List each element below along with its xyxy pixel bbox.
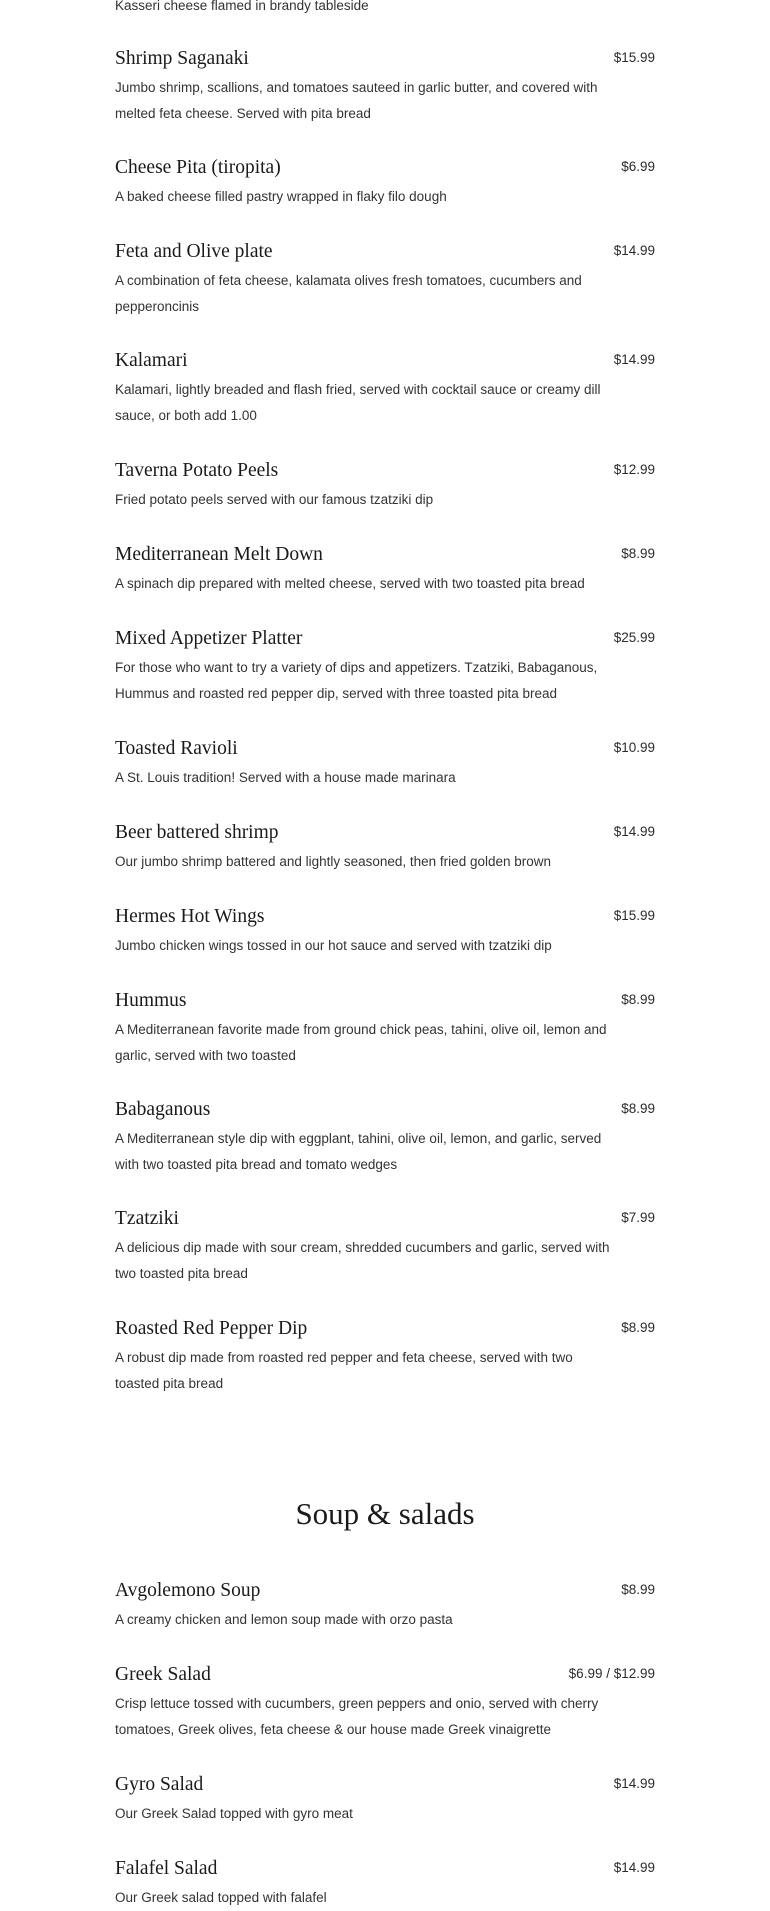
- item-price: $14.99: [613, 352, 655, 367]
- item-name: Tzatziki: [115, 1208, 179, 1229]
- item-description: A St. Louis tradition! Served with a house made marinara: [115, 770, 456, 785]
- item-description: For those who want to try a variety of dips and appetizers. Tzatziki, Babaganous, Hummus and roasted red pepper dip, served with three toasted pita bread: [115, 660, 598, 701]
- item-name: Hummus: [115, 990, 187, 1011]
- item-price: $10.99: [613, 740, 655, 755]
- item-name: Mixed Appetizer Platter: [115, 628, 303, 649]
- item-description: A baked cheese filled pastry wrapped in flaky filo dough: [115, 189, 447, 204]
- item-description: Kasseri cheese flamed in brandy tableside: [115, 0, 369, 13]
- item-name: Mediterranean Melt Down: [115, 544, 323, 565]
- item-price: $6.99 / $12.99: [568, 1666, 655, 1681]
- item-name: Avgolemono Soup: [115, 1580, 261, 1601]
- item-price: $25.99: [613, 630, 655, 645]
- item-description: Our Greek Salad topped with gyro meat: [115, 1806, 353, 1821]
- item-name: Feta and Olive plate: [115, 241, 273, 262]
- item-price: $6.99: [621, 159, 655, 174]
- item-name: Babaganous: [115, 1099, 211, 1120]
- item-description: Fried potato peels served with our famous tzatziki dip: [115, 492, 434, 507]
- item-price: $14.99: [613, 1860, 655, 1875]
- item-price: $12.99: [613, 462, 655, 477]
- item-description: Crisp lettuce tossed with cucumbers, green peppers and onio, served with cherry tomatoes, Greek olives, feta cheese & our house made Greek vinaigrette: [115, 1696, 599, 1737]
- item-description: A creamy chicken and lemon soup made with orzo pasta: [115, 1612, 453, 1627]
- item-name: Falafel Salad: [115, 1858, 218, 1879]
- item-name: Beer battered shrimp: [115, 822, 279, 843]
- item-price: $15.99: [613, 908, 655, 923]
- item-price: $8.99: [621, 1320, 655, 1335]
- section-title: Soup & salads: [295, 1496, 475, 1531]
- item-name: Taverna Potato Peels: [115, 460, 279, 481]
- item-description: Our Greek salad topped with falafel: [115, 1890, 327, 1905]
- item-name: Toasted Ravioli: [115, 738, 238, 759]
- item-price: $8.99: [621, 1101, 655, 1116]
- item-price: $8.99: [621, 546, 655, 561]
- item-price: $8.99: [621, 992, 655, 1007]
- item-description: A spinach dip prepared with melted cheese, served with two toasted pita bread: [115, 576, 585, 591]
- item-name: Gyro Salad: [115, 1774, 204, 1795]
- item-name: Cheese Pita (tiropita): [115, 157, 281, 178]
- item-name: Shrimp Saganaki: [115, 48, 249, 69]
- item-description: A combination of feta cheese, kalamata olives fresh tomatoes, cucumbers and pepperoncinis: [115, 273, 582, 314]
- item-name: Greek Salad: [115, 1664, 211, 1685]
- item-description: Our jumbo shrimp battered and lightly seasoned, then fried golden brown: [115, 854, 552, 869]
- item-price: $14.99: [613, 824, 655, 839]
- item-price: $15.99: [613, 50, 655, 65]
- item-description: A Mediterranean style dip with eggplant, tahini, olive oil, lemon, and garlic, served with two toasted pita bread and tomato wedges: [115, 1131, 602, 1172]
- item-description: A delicious dip made with sour cream, shredded cucumbers and garlic, served with two toasted pita bread: [115, 1240, 610, 1281]
- item-description: A Mediterranean favorite made from ground chick peas, tahini, olive oil, lemon and garlic, served with two toasted: [115, 1022, 607, 1063]
- item-description: Jumbo chicken wings tossed in our hot sauce and served with tzatziki dip: [115, 938, 552, 953]
- item-price: $14.99: [613, 1776, 655, 1791]
- item-name: Kalamari: [115, 350, 188, 371]
- item-description: Kalamari, lightly breaded and flash fried, served with cocktail sauce or creamy dill sauce, or both add 1.00: [115, 382, 601, 423]
- item-price: $14.99: [613, 243, 655, 258]
- item-description: Jumbo shrimp, scallions, and tomatoes sauteed in garlic butter, and covered with melted feta cheese. Served with pita bread: [115, 80, 598, 121]
- item-price: $8.99: [621, 1582, 655, 1597]
- item-description: A robust dip made from roasted red pepper and feta cheese, served with two toasted pita bread: [115, 1350, 573, 1391]
- item-name: Hermes Hot Wings: [115, 906, 265, 927]
- item-price: $7.99: [621, 1210, 655, 1225]
- item-name: Roasted Red Pepper Dip: [115, 1318, 308, 1339]
